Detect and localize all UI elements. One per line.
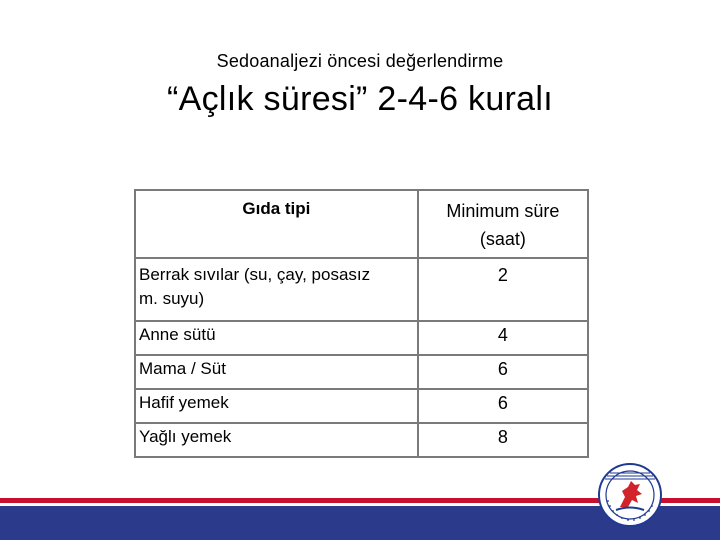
table-row: [135, 258, 588, 321]
header-min-time-line2: (saat): [479, 229, 526, 249]
table-row: [135, 423, 588, 457]
slide-title: “Açlık süresi” 2-4-6 kuralı: [167, 80, 553, 118]
food-label-line1: Berrak sıvılar (su, çay, posasız: [139, 265, 371, 284]
hours-cell: 6: [418, 355, 588, 389]
hours-cell: 2: [418, 258, 588, 321]
hours-cell: 4: [418, 321, 588, 355]
food-cell: Yağlı yemek: [135, 423, 418, 457]
fasting-rules-table: [134, 189, 589, 458]
hours-cell: 6: [418, 389, 588, 423]
header-min-time-line1: Minimum süre: [446, 201, 560, 221]
food-label-line2: m. suyu): [139, 289, 205, 308]
table-row: [135, 321, 588, 355]
table-header-row: [135, 190, 588, 258]
food-cell: Anne sütü: [135, 321, 418, 355]
food-cell: Hafif yemek: [135, 389, 418, 423]
slide-subtitle: Sedoanaljezi öncesi değerlendirme: [216, 51, 504, 71]
university-seal-icon: [598, 463, 662, 527]
header-min-time: [418, 190, 588, 258]
table-row: [135, 355, 588, 389]
hours-cell: 8: [418, 423, 588, 457]
table-row: [135, 389, 588, 423]
header-food-type: Gıda tipi: [135, 190, 418, 258]
food-cell: Mama / Süt: [135, 355, 418, 389]
food-cell: [135, 258, 418, 321]
